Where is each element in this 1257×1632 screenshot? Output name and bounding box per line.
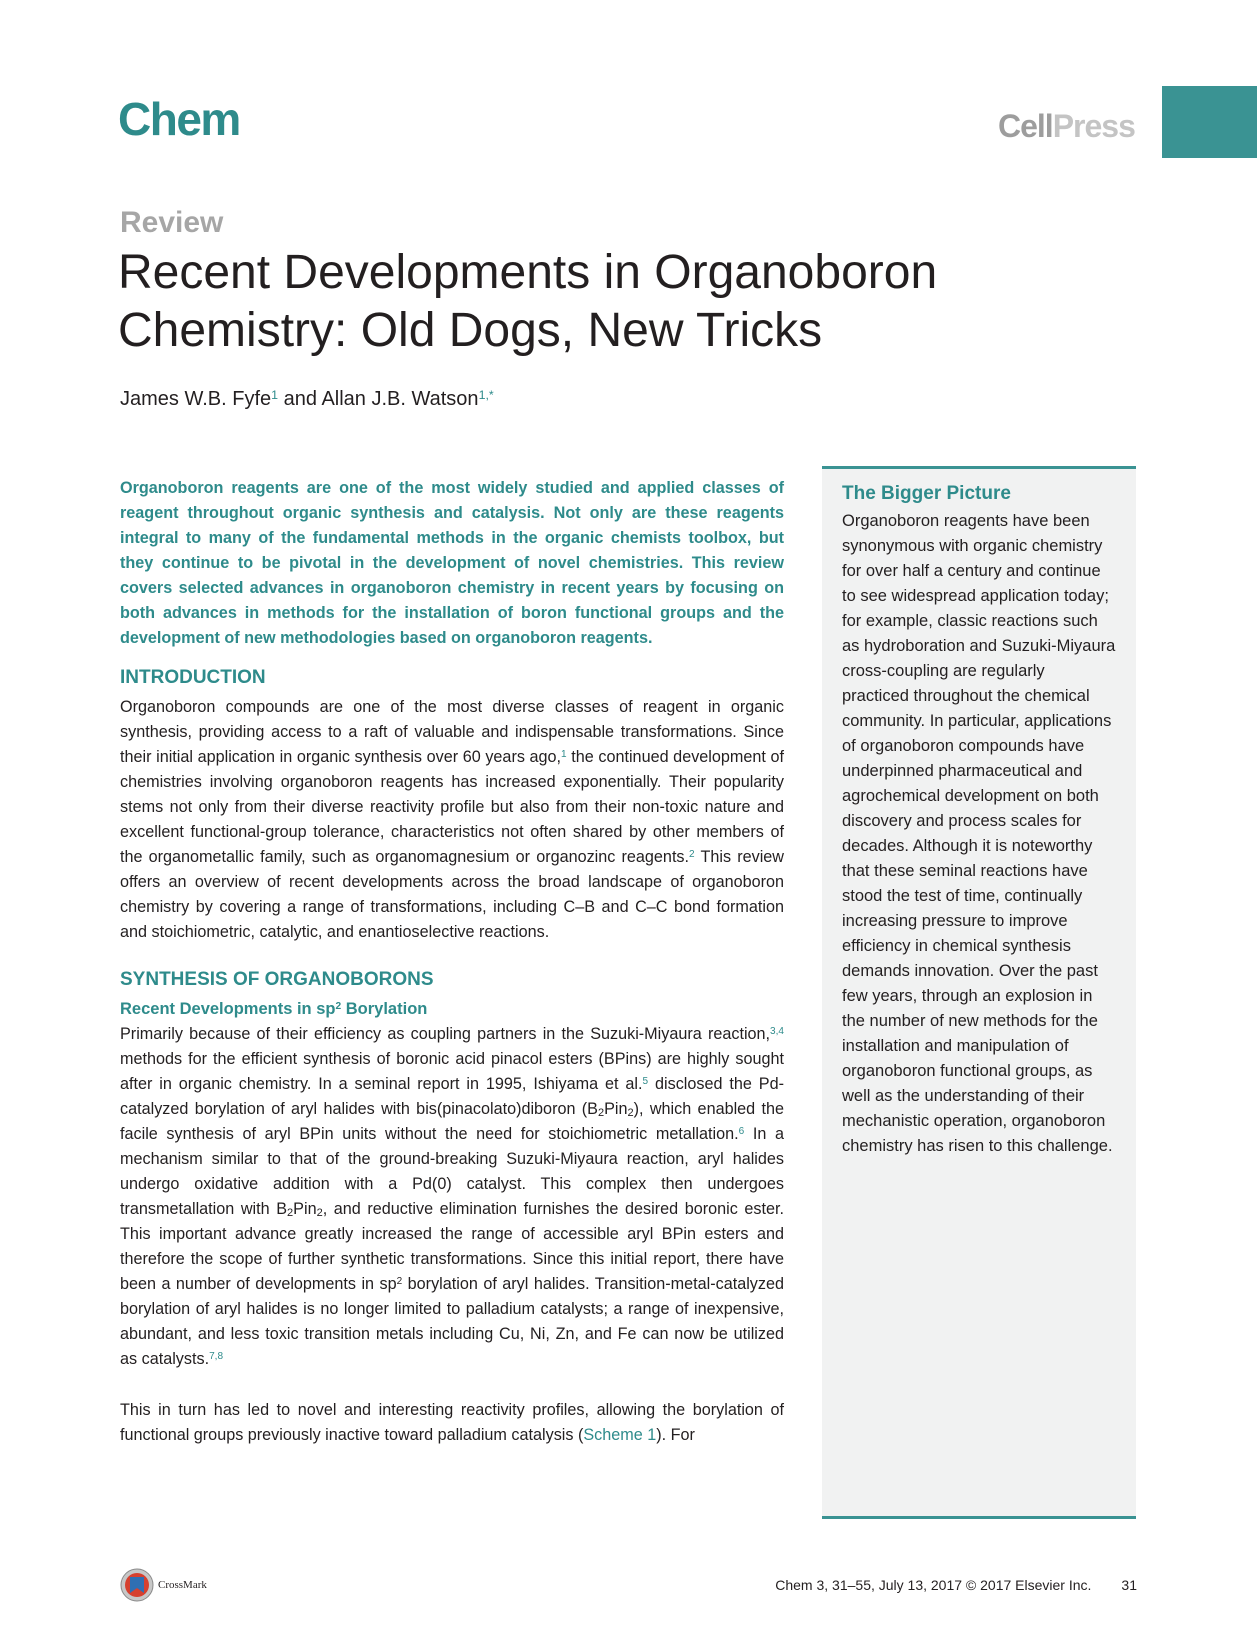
text-run: Borylation (341, 1000, 428, 1018)
author-list (120, 388, 494, 411)
scheme-link[interactable]: Scheme 1 (583, 1426, 657, 1444)
superscript: 2 (396, 1276, 403, 1288)
bigger-picture-text: Organoboron reagents have been synonymous with organic chemistry for over half a century and continue to see widespread application today; for example, classic reactions such as hydroboration and Suzuki-Miyaura cross-coupling are regularly practiced throughout the chemical community. In particular, applications of organoboron compounds have underpinned pharmaceutical and agrochemical development on both discovery and process scales for decades. Although it is noteworthy that these seminal reactions have stood the test of time, continually increasing pressure to improve efficiency in chemical synthesis demands innovation. Over the past few years, through an explosion in the number of new methods for the installation and manipulation of organoboron functional groups, as well as the understanding of their mechanistic operation, organoboron chemistry has risen to this challenge. (842, 512, 1116, 1155)
body-paragraph (120, 695, 784, 945)
text-run: This review offers an overview of recent developments across the broad landscape of organoboron chemistry by covering a range of transformations, including C–B and C–C bond formation and stoichiometric, catalytic, and enantioselective reactions. (120, 848, 784, 941)
affiliation-ref[interactable]: 1 (271, 388, 279, 403)
text-run: Primarily because of their efficiency as coupling partners in the Suzuki-Miyaura reaction, (120, 1025, 771, 1043)
text-run: Pin (293, 1200, 317, 1218)
crossmark-icon (120, 1568, 154, 1602)
subscript: 2 (287, 1207, 294, 1220)
article-title: Recent Developments in Organoboron Chemistry: Old Dogs, New Tricks (118, 246, 938, 357)
text-run: ), which enabled the facile synthesis of aryl BPin units without the need for stoichiometric metallation. (120, 1100, 785, 1143)
body-paragraph (120, 1022, 784, 1372)
citation-line: Chem 3, 31–55, July 13, 2017 © 2017 Elsevier Inc. (775, 1577, 1092, 1593)
text-run: Pin (604, 1100, 628, 1118)
bigger-picture-heading: The Bigger Picture (842, 483, 1011, 504)
author-name: James W.B. Fyfe (120, 388, 272, 410)
text-run: ). For (656, 1426, 695, 1444)
text-run: methods for the efficient synthesis of boronic acid pinacol esters (BPins) are highly sought after in organic chemistry. In a seminal report in 1995, Ishiyama et al. (120, 1050, 784, 1093)
superscript: 2 (335, 1001, 342, 1013)
subscript: 2 (316, 1207, 323, 1220)
crossmark-label: CrossMark (158, 1579, 207, 1591)
body-paragraph (120, 1398, 784, 1448)
bigger-picture-box (822, 466, 1136, 1519)
main-column (120, 476, 784, 1460)
page-number: 31 (1121, 1577, 1137, 1593)
text-run: the continued development of chemistries involving organoboron reagents has increased exponentially. Their popularity stems not only from their diverse reactivity profile but also from their non-toxic nature and excellent functional-group tolerance, characteristics not often shared by other members of the organometallic family, such as organomagnesium or organozinc reagents. (120, 748, 784, 866)
affiliation-ref[interactable]: 1,* (478, 388, 494, 403)
publisher-logo-press: Press (1052, 108, 1135, 144)
corner-tab (1162, 86, 1257, 158)
citation-ref[interactable]: 5 (642, 1076, 649, 1088)
journal-logo: Chem (118, 93, 240, 145)
text-run: disclosed the Pd-catalyzed borylation of aryl halides with bis(pinacolato)diboron (B (120, 1075, 784, 1118)
citation-ref[interactable]: 2 (689, 849, 695, 861)
crossmark-badge[interactable] (120, 1565, 207, 1605)
subscript: 2 (627, 1107, 634, 1120)
citation-ref[interactable]: 1 (561, 749, 567, 761)
text-run: Recent Developments in sp (120, 1000, 336, 1018)
page-footer (775, 1577, 1137, 1593)
section-heading-introduction: INTRODUCTION (120, 667, 266, 688)
author-separator: and (278, 388, 322, 410)
section-heading-synthesis: SYNTHESIS OF ORGANOBORONS (120, 969, 434, 990)
text-run: , and reductive elimination furnishes the desired boronic ester. This important advance greatly increased the range of accessible aryl BPin esters and therefore the scope of further synthetic transformations. Since this initial report, there have been a number of developments in sp (120, 1200, 784, 1293)
text-run: In a mechanism similar to that of the ground-breaking Suzuki-Miyaura reaction, aryl halides undergo oxidative addition with a Pd(0) catalyst. This complex then undergoes transmetallation with B (120, 1125, 784, 1218)
text-run: Organoboron compounds are one of the most diverse classes of reagent in organic synthesis, providing access to a raft of valuable and indispensable transformations. Since their initial application in organic synthesis over 60 years ago, (120, 698, 784, 766)
text-run: This in turn has led to novel and interesting reactivity profiles, allowing the borylation of functional groups previously inactive toward palladium catalysis ( (120, 1401, 784, 1444)
publisher-logo-cell: Cell (998, 108, 1053, 144)
subsection-heading (120, 997, 784, 1022)
citation-ref[interactable]: 6 (738, 1126, 745, 1138)
abstract: Organoboron reagents are one of the most widely studied and applied classes of reagent throughout organic synthesis and catalysis. Not only are these reagents integral to many of the fundamental methods in the organic chemists toolbox, but they continue to be pivotal in the development of novel chemistries. This review covers selected advances in organoboron chemistry in recent years by focusing on both advances in methods for the installation of boron functional groups and the development of new methodologies based on organoboron reagents. (120, 479, 784, 647)
article-type: Review (120, 206, 224, 239)
subscript: 2 (597, 1107, 605, 1120)
publisher-logo (998, 108, 1135, 145)
text-run: borylation of aryl halides. Transition-metal-catalyzed borylation of aryl halides is no longer limited to palladium catalysts; a range of inexpensive, abundant, and less toxic transition metals including Cu, Ni, Zn, and Fe can now be utilized as catalysts. (120, 1275, 784, 1368)
author-name: Allan J.B. Watson (321, 388, 479, 410)
citation-ref[interactable]: 3,4 (770, 1026, 784, 1038)
citation-ref[interactable]: 7,8 (209, 1351, 224, 1363)
